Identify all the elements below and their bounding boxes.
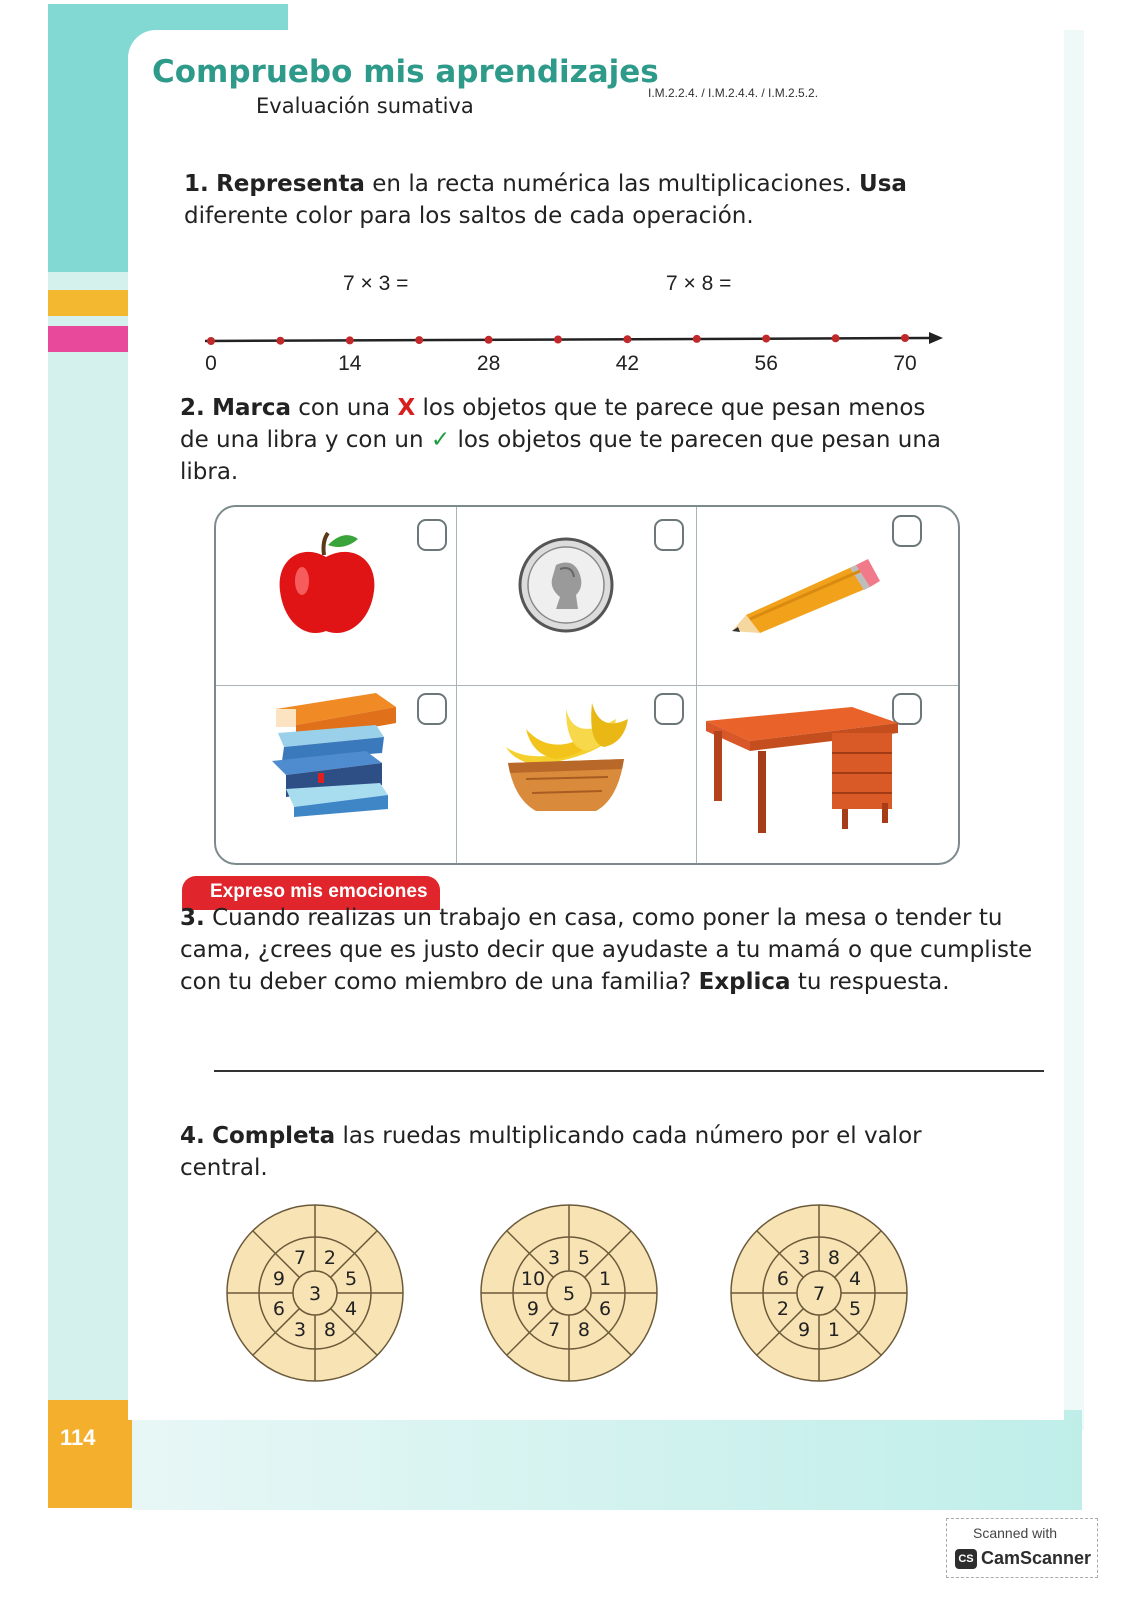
question-text: los objetos que te parece que pesan menos de una libra y con un: [180, 395, 926, 453]
tick-dot[interactable]: [485, 336, 493, 344]
wheel-number: 9: [526, 1297, 540, 1320]
decorative-tab-pink: [48, 326, 130, 352]
bold-verb: Explica: [698, 969, 791, 995]
page-subtitle: Evaluación sumativa: [256, 94, 474, 118]
tick-label: 56: [754, 352, 778, 375]
operation-7x8: 7 × 8 =: [666, 272, 732, 295]
tick-dot[interactable]: [762, 335, 770, 343]
wheel-number: 9: [272, 1268, 286, 1291]
decorative-bottom-band: [132, 1410, 1082, 1510]
question-3: [180, 902, 1046, 998]
desk-icon: [702, 703, 912, 837]
apple-icon: [272, 525, 382, 645]
wheel-answer-slot[interactable]: [779, 1348, 803, 1372]
wheel-answer-slot[interactable]: [370, 1309, 394, 1333]
wheel-number: 2: [776, 1297, 790, 1320]
multiplication-wheel-3: [724, 1198, 914, 1388]
wheel-number: 3: [548, 1246, 561, 1269]
check-mark-symbol: ✓: [430, 427, 451, 453]
page-number: 114: [60, 1425, 96, 1450]
bananas-basket-icon: [496, 699, 636, 819]
question-number: 4.: [180, 1123, 205, 1149]
wheel-answer-slot[interactable]: [236, 1309, 260, 1333]
wheel-answer-slot[interactable]: [370, 1253, 394, 1277]
tick-dot[interactable]: [623, 335, 631, 343]
objects-grid: [214, 505, 960, 865]
answer-line[interactable]: [214, 1070, 1044, 1072]
wheel-answer-slot[interactable]: [529, 1214, 553, 1238]
checkbox-bananas[interactable]: [654, 693, 684, 725]
quarter-coin-icon: [516, 535, 616, 635]
wheel-answer-slot[interactable]: [874, 1253, 898, 1277]
grid-divider: [216, 685, 958, 686]
tick-label: 70: [893, 352, 917, 375]
wheel-answer-slot[interactable]: [275, 1348, 299, 1372]
wheel-answer-slot[interactable]: [236, 1253, 260, 1277]
tick-dot[interactable]: [346, 336, 354, 344]
wheel-number: 7: [548, 1319, 561, 1342]
wheel-answer-slot[interactable]: [740, 1253, 764, 1277]
decorative-tab-orange: [48, 290, 130, 316]
wheel-number: 8: [827, 1246, 840, 1269]
wheel-number: 5: [848, 1297, 862, 1320]
wheel-number: 10: [520, 1268, 546, 1291]
question-text: con una: [290, 395, 398, 421]
number-line-axis: [205, 338, 930, 341]
tick-label: 14: [338, 352, 362, 375]
multiplication-wheel-1: [220, 1198, 410, 1388]
wheel-answer-slot[interactable]: [490, 1309, 514, 1333]
wheel-answer-slot[interactable]: [331, 1348, 355, 1372]
wheel-answer-slot[interactable]: [835, 1214, 859, 1238]
wheel-answer-slot[interactable]: [835, 1348, 859, 1372]
question-number: 1.: [184, 171, 209, 197]
decorative-right-strip: [1062, 30, 1084, 1430]
wheel-answer-slot[interactable]: [529, 1348, 553, 1372]
wheel-number: 6: [272, 1297, 286, 1320]
bold-verb: Marca: [212, 395, 291, 421]
decorative-margin-strip: [48, 272, 128, 1402]
wheel-center-value: 5: [562, 1283, 576, 1305]
wheel-answer-slot[interactable]: [490, 1253, 514, 1277]
curriculum-codes: I.M.2.2.4. / I.M.2.4.4. / I.M.2.5.2.: [648, 86, 819, 100]
tick-dot[interactable]: [554, 336, 562, 344]
wheel-number: 8: [323, 1319, 336, 1342]
camscanner-logo-icon: CS: [955, 1549, 977, 1569]
wheel-number: 8: [577, 1319, 590, 1342]
wheel-number: 3: [798, 1246, 811, 1269]
question-4: [180, 1120, 942, 1184]
tick-dot[interactable]: [415, 336, 423, 344]
wheel-answer-slot[interactable]: [740, 1309, 764, 1333]
tick-dot[interactable]: [901, 334, 909, 342]
wheel-number: 4: [848, 1268, 862, 1291]
question-text: tu respuesta.: [790, 969, 950, 995]
wheel-number: 9: [798, 1319, 811, 1342]
multiplication-wheel-2: [474, 1198, 664, 1388]
wheel-number: 5: [577, 1246, 590, 1269]
checkbox-apple[interactable]: [417, 519, 447, 551]
tick-label: 28: [476, 352, 501, 375]
question-text: los objetos que te parecen que pesan una libra.: [180, 427, 942, 485]
wheel-number: 6: [776, 1268, 790, 1291]
checkbox-books[interactable]: [417, 693, 447, 725]
wheel-number: 6: [598, 1297, 612, 1320]
question-text: Cuando realizas un trabajo en casa, como poner la mesa o tender tu cama, ¿crees que es justo decir que ayudaste a tu mamá o que cumpliste con tu deber como miembro de una familia?: [180, 905, 1033, 995]
wheel-answer-slot[interactable]: [585, 1348, 609, 1372]
wheel-number: 4: [344, 1297, 358, 1320]
tick-label: 42: [615, 352, 640, 375]
wheel-center-value: 7: [812, 1283, 826, 1305]
question-text: diferente color para los saltos de cada operación.: [184, 203, 754, 229]
question-1: [184, 168, 944, 232]
wheel-answer-slot[interactable]: [331, 1214, 355, 1238]
tick-dot[interactable]: [693, 335, 701, 343]
tick-dot[interactable]: [207, 337, 215, 345]
wheel-answer-slot[interactable]: [585, 1214, 609, 1238]
camscanner-watermark: [946, 1518, 1098, 1578]
question-text: en la recta numérica las multiplicaciones.: [364, 171, 860, 197]
operation-7x3: 7 × 3 =: [343, 272, 409, 295]
tick-label: 0: [205, 352, 217, 375]
pencil-icon: [724, 557, 880, 637]
bold-verb: Representa: [216, 171, 365, 197]
bold-verb: Completa: [212, 1123, 336, 1149]
books-icon: [266, 689, 406, 819]
wheel-answer-slot[interactable]: [624, 1253, 648, 1277]
wheel-answer-slot[interactable]: [874, 1309, 898, 1333]
bold-verb: Usa: [859, 171, 907, 197]
x-mark-symbol: X: [397, 395, 416, 421]
wheel-answer-slot[interactable]: [779, 1214, 803, 1238]
wheel-answer-slot[interactable]: [275, 1214, 299, 1238]
wheel-center-value: 3: [308, 1283, 322, 1305]
question-text: las ruedas multiplicando cada número por el valor central.: [180, 1123, 922, 1181]
checkbox-coin[interactable]: [654, 519, 684, 551]
wheel-number: 3: [294, 1319, 307, 1342]
wheel-number: 7: [294, 1246, 307, 1269]
scan-brand: CamScanner: [981, 1548, 1092, 1568]
number-line[interactable]: [195, 326, 955, 382]
wheel-number: 1: [827, 1319, 840, 1342]
wheel-number: 5: [344, 1268, 358, 1291]
wheel-number: 2: [323, 1246, 336, 1269]
arrow-head-icon: [929, 332, 943, 344]
wheel-number: 1: [598, 1268, 612, 1291]
question-2: [180, 392, 942, 488]
wheel-answer-slot[interactable]: [624, 1309, 648, 1333]
question-number: 2.: [180, 395, 205, 421]
tick-dot[interactable]: [832, 334, 840, 342]
emotions-badge-label: Expreso mis emociones: [210, 881, 428, 902]
checkbox-pencil[interactable]: [892, 515, 922, 547]
tick-labels: [205, 352, 917, 375]
question-number: 3.: [180, 905, 205, 931]
page-title: Compruebo mis aprendizajes: [152, 54, 659, 90]
tick-dot[interactable]: [276, 337, 284, 345]
scan-text: Scanned with: [973, 1525, 1058, 1541]
page-number-box: [48, 1400, 132, 1508]
